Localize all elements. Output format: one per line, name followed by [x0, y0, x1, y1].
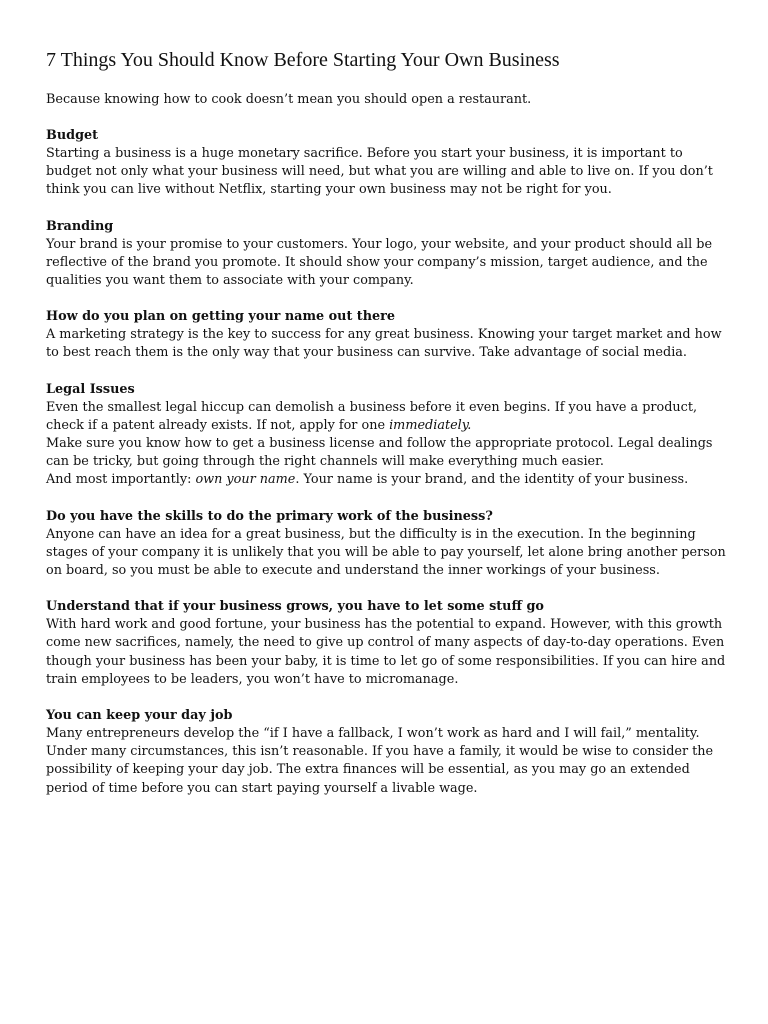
document-page — [46, 48, 726, 816]
section-paragraph — [46, 471, 726, 489]
section-budget — [46, 127, 726, 200]
section-paragraph: Make sure you know how to get a business license and follow the appropriate protocol. Legal dealings can be tricky, but going through the right channels will make everything much easier. — [46, 436, 713, 470]
section-paragraph: Anyone can have an idea for a great business, but the difficulty is in the execution. In the beginning stages of your company it is unlikely that you will be able to pay yourself, let alone bring another person on board, so you must be able to execute and understand the inner workings of your business. — [46, 526, 726, 579]
section-legal-issues — [46, 381, 726, 490]
section-paragraph: Your brand is your promise to your customers. Your logo, your website, and your product should all be reflective of the brand you promote. It should show your company’s mission, target audience, and the qualities you want them to associate with your company. — [46, 236, 713, 289]
section-branding — [46, 218, 726, 291]
document-subtitle: Because knowing how to cook doesn’t mean you should open a restaurant. — [46, 92, 532, 107]
paragraph-text: Even the smallest legal hiccup can demolish a business before it even begins. If you have a product, check if a patent already exists. If not, apply for one — [46, 399, 698, 433]
document-title: 7 Things You Should Know Before Starting Your Own Business — [46, 49, 560, 71]
section-paragraph: A marketing strategy is the key to success for any great business. Knowing your target market and how to best reach them is the only way that your business can survive. Take advantage of social media. — [46, 327, 722, 361]
section-paragraph: Many entrepreneurs develop the “if I have a fallback, I won’t work as hard and I will fail,” mentality. Under many circumstances, this isn’t reasonable. If you have a family, it would be wise to consider the possibility of keeping your day job. The extra finances will be essential, as you may go an extended period of time before you can start paying yourself a livable wage. — [46, 726, 714, 796]
section-heading: You can keep your day job — [46, 708, 233, 724]
section-day-job — [46, 707, 726, 798]
paragraph-text: . Your name is your brand, and the identity of your business. — [295, 472, 689, 488]
section-paragraph — [46, 399, 726, 435]
section-growth — [46, 598, 726, 689]
section-marketing — [46, 308, 726, 362]
section-skills — [46, 508, 726, 581]
section-heading: Understand that if your business grows, you have to let some stuff go — [46, 599, 544, 615]
section-paragraph: Starting a business is a huge monetary sacrifice. Before you start your business, it is important to budget not only what your business will need, but what you are willing and able to live on. If you don’t think you can live without Netflix, starting your own business may not be right for you. — [46, 146, 713, 198]
section-heading: Do you have the skills to do the primary work of the business? — [46, 508, 493, 524]
section-heading: Budget — [46, 128, 99, 143]
section-heading: Legal Issues — [46, 381, 135, 397]
emphasis-text: own your name — [195, 472, 296, 488]
emphasis-text: immediately. — [389, 417, 472, 433]
section-heading: How do you plan on getting your name out there — [46, 309, 396, 325]
paragraph-text: And most importantly: — [46, 472, 196, 488]
section-heading: Branding — [46, 218, 114, 234]
section-paragraph: With hard work and good fortune, your business has the potential to expand. However, with this growth come new sacrifices, namely, the need to give up control of many aspects of day-to-day operations. Even though your business has been your baby, it is time to let go of some responsibilities. If you can hire and train employees to be leaders, you won’t have to micromanage. — [46, 617, 726, 687]
